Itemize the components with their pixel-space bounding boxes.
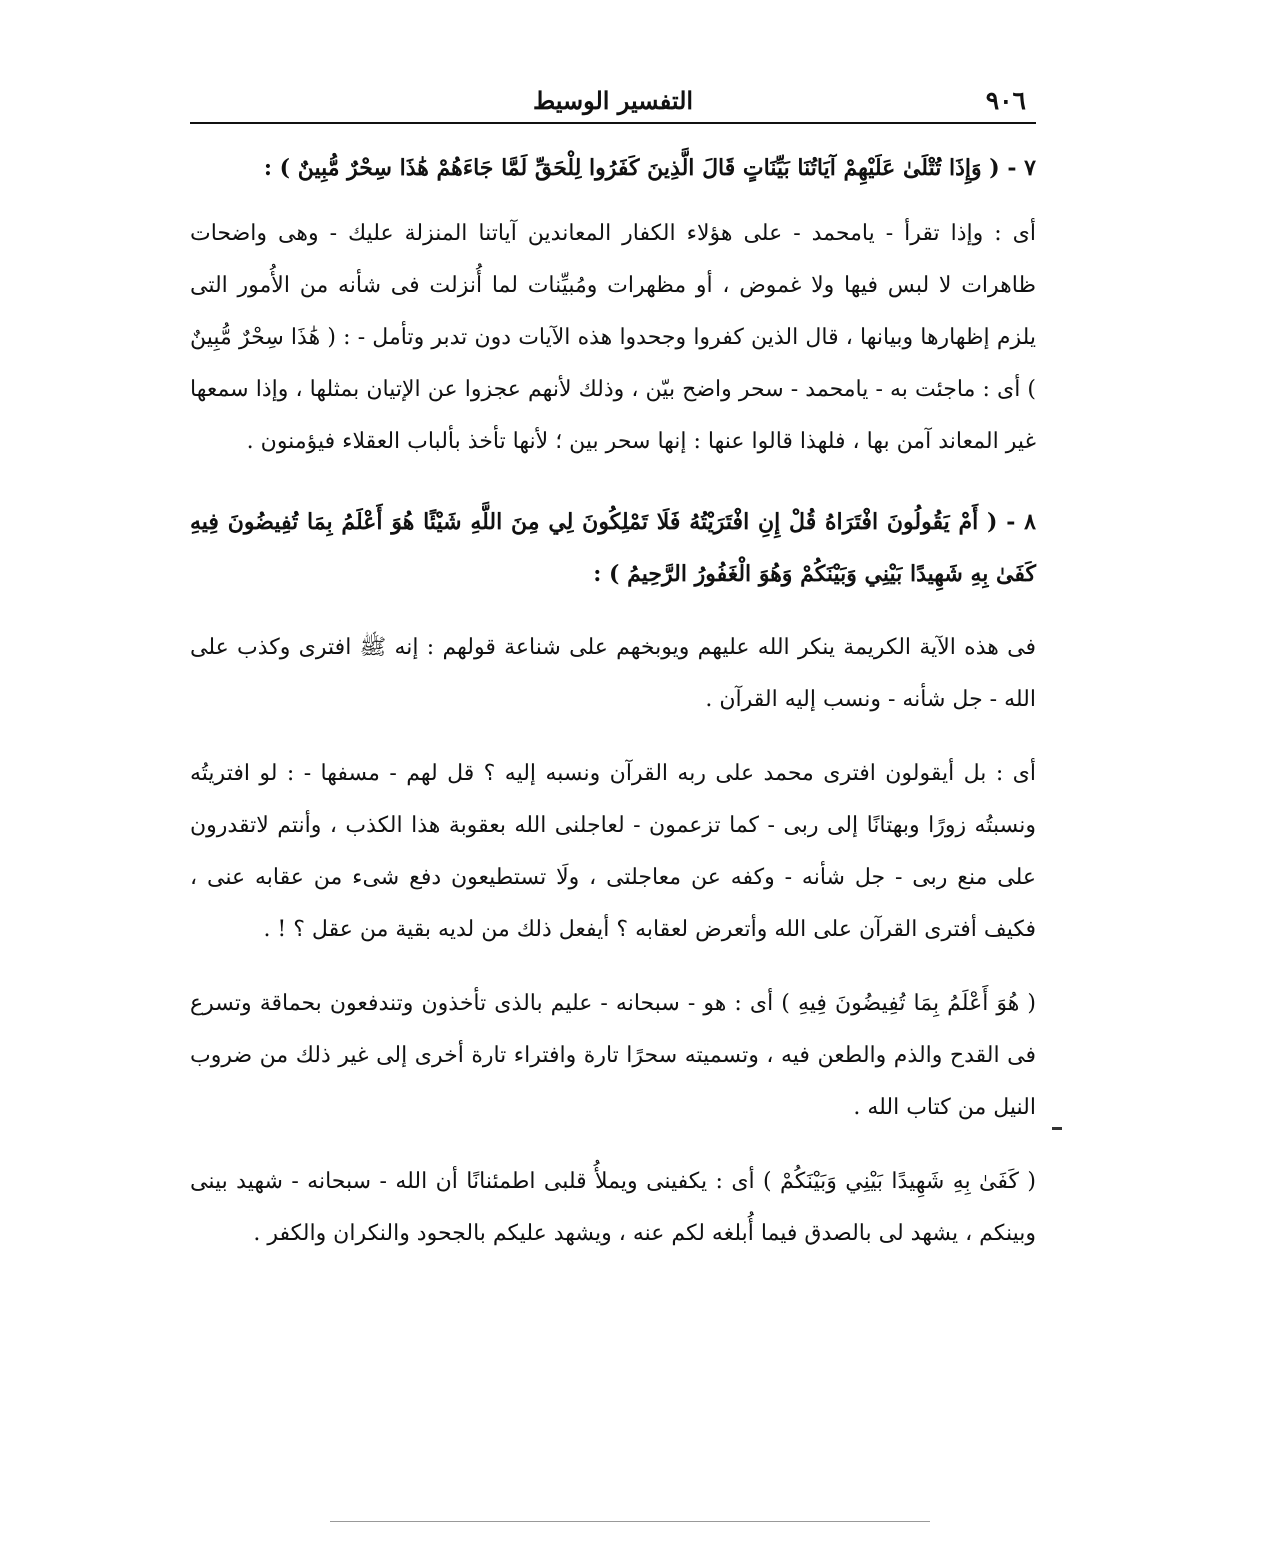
header-divider bbox=[190, 122, 1036, 124]
commentary-paragraph: ( هُوَ أَعْلَمُ بِمَا تُفِيضُونَ فِيهِ ) أى : هو - سبحانه - عليم بالذى تأخذون وتندفعون بحماقة وتسرع فى القدح والذم والطعن فيه ، وتسميته سحرًا تارة وافتراء تارة أخرى إلى غير ذلك من ضروب النيل من كتاب الله . bbox=[190, 991, 1036, 1120]
commentary-paragraph: أى : وإذا تقرأ - يامحمد - على هؤلاء الكفار المعاندين آياتنا المنزلة عليك - وهى واضحات ظاهرات لا لبس فيها ولا غموض ، أو مظهرات ومُبيِّنات لما أُنزلت فى شأنه من الأُمور التى يلزم إظهارها وبيانها ، قال الذين كفروا وجحدوا هذه الآيات دون تدبر وتأمل - : ( هَٰذَا سِحْرٌ مُّبِينٌ ) أى : ماجئت به - يامحمد - سحر واضح بيّن ، وذلك لأنهم عجزوا عن الإتيان بمثلها ، وإذا سمعها غير المعاند آمن بها ، فلهذا قالوا عنها : إنها سحر بين ؛ لأنها تأخذ بألباب العقلاء فيؤمنون . bbox=[190, 221, 1036, 454]
verse-7: ٧ - ( وَإِذَا تُتْلَىٰ عَلَيْهِمْ آيَاتُنَا بَيِّنَاتٍ قَالَ الَّذِينَ كَفَرُوا لِلْحَقِّ لَمَّا جَاءَهُمْ هَٰذَا سِحْرٌ مُّبِينٌ ) : bbox=[263, 155, 1036, 181]
footer-divider bbox=[330, 1521, 930, 1522]
spacer bbox=[190, 1134, 1036, 1156]
commentary-paragraph: أى : بل أيقولون افترى محمد على ربه القرآن ونسبه إليه ؟ قل لهم - مسفها - : لو افتريتُه ونسبتُه زورًا وبهتانًا إلى ربى - كما تزعمون - لعاجلنى الله بعقوبة هذا الكذب ، وأنتم لاتقدرون على منع ربى - جل شأنه - وكفه عن معاجلتى ، ولَا تستطيعون دفع شىء من عقابه عنى ، فكيف أفترى القرآن على الله وأتعرض لعقابه ؟ أيفعل ذلك من لديه بقية من عقل ؟ ! . bbox=[190, 761, 1036, 942]
spacer bbox=[190, 726, 1036, 748]
page-header bbox=[190, 78, 1036, 118]
spacer bbox=[190, 194, 1036, 208]
verse-8: ٨ - ( أَمْ يَقُولُونَ افْتَرَاهُ قُلْ إِنِ افْتَرَيْتُهُ فَلَا تَمْلِكُونَ لِي مِنَ اللَّهِ شَيْئًا هُوَ أَعْلَمُ بِمَا تُفِيضُونَ فِيهِ كَفَىٰ بِهِ شَهِيدًا بَيْنِي وَبَيْنَكُمْ وَهُوَ الْغَفُورُ الرَّحِيمُ ) : bbox=[190, 509, 1036, 587]
running-title: التفسير الوسيط bbox=[532, 86, 694, 115]
spacer bbox=[190, 468, 1036, 496]
page-number: ٩٠٦ bbox=[985, 86, 1026, 115]
page-body bbox=[190, 142, 1036, 1260]
spacer bbox=[190, 956, 1036, 978]
scan-mark bbox=[1052, 1127, 1062, 1130]
book-page bbox=[190, 0, 1036, 1563]
commentary-paragraph: فى هذه الآية الكريمة ينكر الله عليهم ويوبخهم على شناعة قولهم : إنه ﷺ افترى وكذب على الله - جل شأنه - ونسب إليه القرآن . bbox=[190, 635, 1036, 712]
commentary-paragraph: ( كَفَىٰ بِهِ شَهِيدًا بَيْنِي وَبَيْنَكُمْ ) أى : يكفينى ويملأُ قلبى اطمئنانًا أن الله - سبحانه - شهيد بينى وبينكم ، يشهد لى بالصدق فيما أُبلغه لكم عنه ، ويشهد عليكم بالجحود والنكران والكفر . bbox=[190, 1169, 1036, 1246]
spacer bbox=[190, 600, 1036, 622]
